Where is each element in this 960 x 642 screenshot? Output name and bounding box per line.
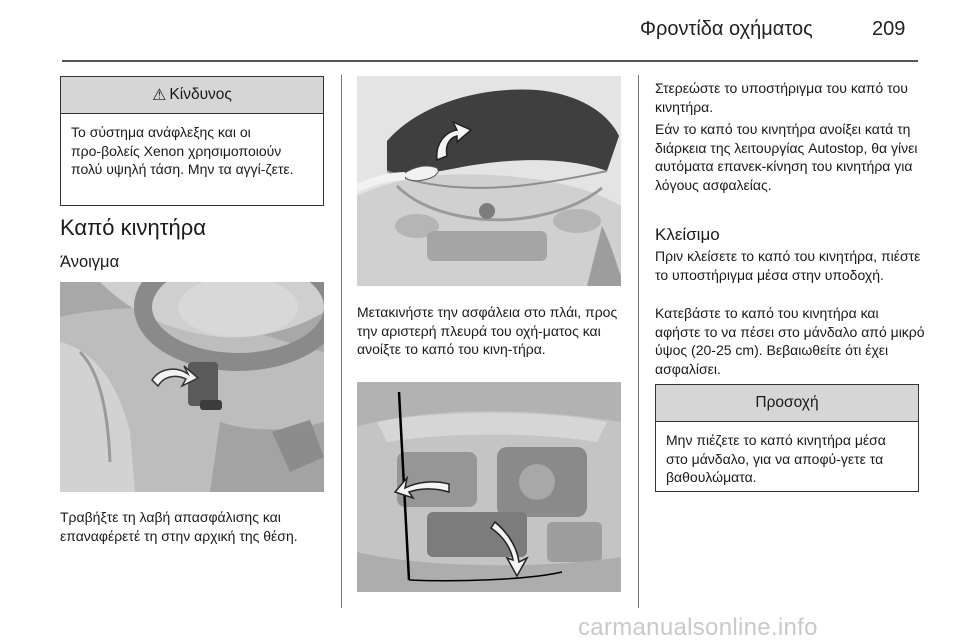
page-header-title: Φροντίδα οχήματος — [640, 18, 813, 40]
closing-text-2: Κατεβάστε το καπό του κινητήρα και αφήστε το να πέσει στο μάνδαλο από μικρό ύψος (20-25 cm). Βεβαιωθείτε ότι έχει ασφαλίσει. — [655, 305, 925, 377]
watermark: carmanualsonline.info — [578, 614, 818, 641]
hood-release-lever-image — [60, 282, 324, 492]
caution-box-header — [656, 385, 918, 422]
header-rule — [62, 60, 918, 62]
autostop-text: Εάν το καπό του κινητήρα ανοίξει κατά τη διάρκεια της λειτουργίας Autostop, θα γίνει αυτόματα επανεκ‑κίνηση του κινητήρα για λόγους ασφαλείας. — [655, 121, 918, 193]
danger-box-header — [61, 77, 323, 114]
opening-hood-image — [357, 76, 621, 286]
prop-text: Στερεώστε το υποστήριγμα του καπό του κινητήρα. — [655, 80, 908, 115]
page-number: 209 — [872, 18, 906, 40]
section-title: Καπό κινητήρα — [60, 215, 206, 240]
closing-text-1: Πριν κλείσετε το καπό του κινητήρα, πιέστε το υποστήριγμα μέσα στην υποδοχή. — [655, 248, 921, 283]
column-divider-1 — [341, 75, 342, 608]
warning-triangle-icon: ⚠ — [152, 87, 167, 104]
column-divider-2 — [638, 75, 639, 608]
caution-box-title: Προσοχή — [755, 394, 819, 411]
caution-box-text: Μην πιέζετε το καπό κινητήρα μέσα στο μάνδαλο, για να αποφύ‑γετε τα βαθουλώματα. — [666, 432, 886, 485]
danger-box-text: Το σύστημα ανάφλεξης και οι προ‑βολείς Xenon χρησιμοποιούν πολύ υψηλή τάση. Μην τα αγγί‑ζετε. — [71, 124, 294, 177]
closing-heading: Κλείσιμο — [655, 225, 720, 244]
engine-bay-prop-rod-image — [357, 382, 621, 592]
caution-box — [655, 384, 919, 492]
opening-heading: Άνοιγμα — [60, 253, 120, 271]
danger-box-title: Κίνδυνος — [169, 86, 232, 103]
danger-box — [60, 76, 324, 206]
step1-text: Τραβήξτε τη λαβή απασφάλισης και επαναφέρετέ τη στην αρχική της θέση. — [60, 509, 298, 544]
step2-text: Μετακινήστε την ασφάλεια στο πλάι, προς την αριστερή πλευρά του οχή‑ματος και ανοίξτε το καπό του κινη‑τήρα. — [357, 304, 618, 357]
